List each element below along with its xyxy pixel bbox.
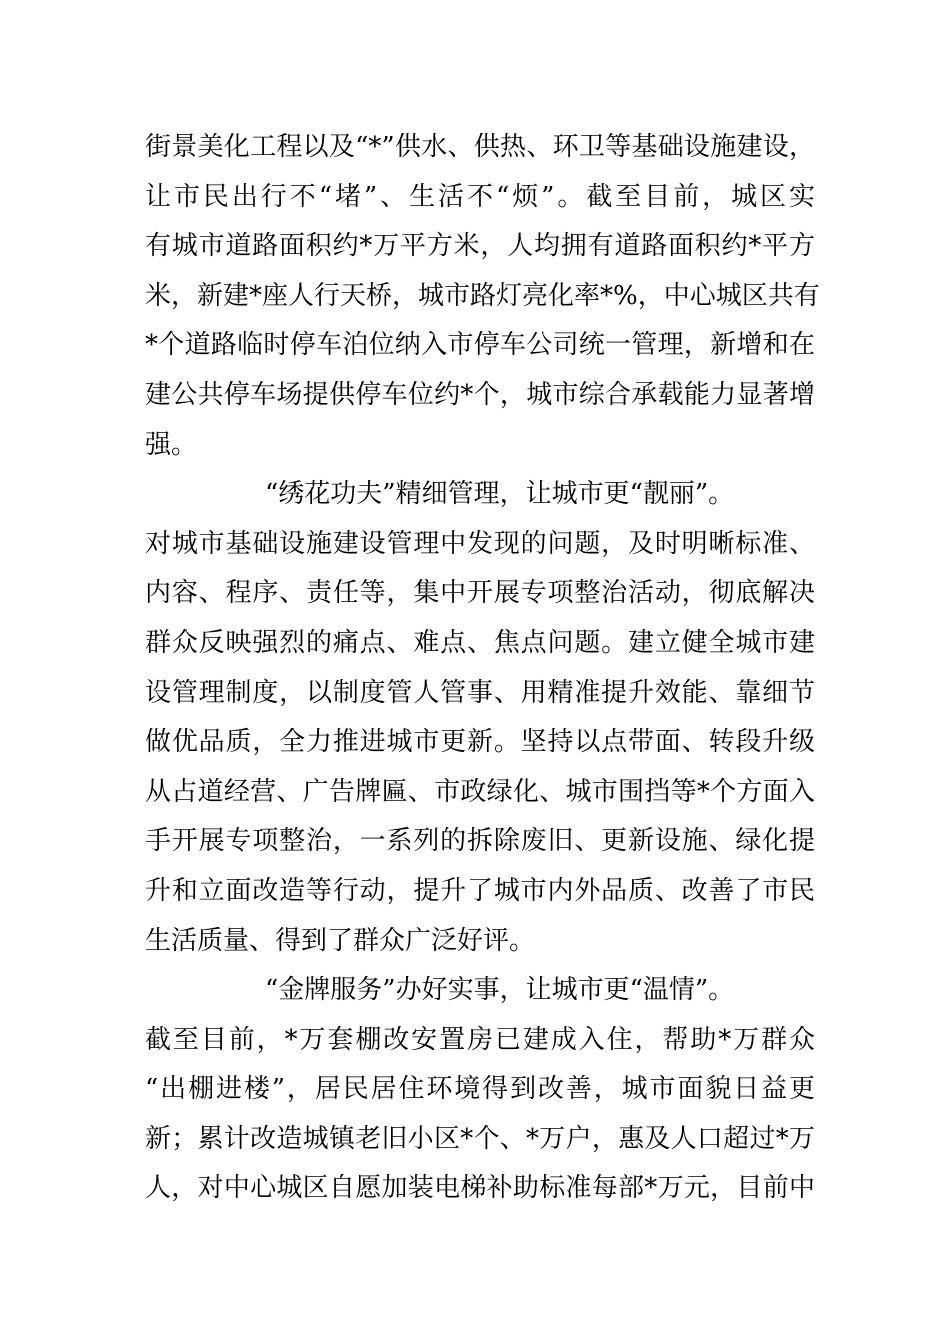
paragraph-line: 街景美化工程以及“*”供水、供热、环卫等基础设施建设， <box>145 132 815 162</box>
section-heading: “金牌服务”办好实事，让城市更“温情”。 <box>265 975 735 1006</box>
document-body <box>145 123 820 1214</box>
paragraph-line: 强。 <box>145 429 198 460</box>
paragraph-line: 生活质量、得到了群众广泛好评。 <box>145 925 536 956</box>
paragraph-line: 群众反映强烈的痛点、难点、焦点问题。建立健全城市建 <box>145 627 815 658</box>
paragraph-line: *个道路临时停车泊位纳入市停车公司统一管理，新增和在 <box>145 330 815 361</box>
paragraph-line: 截至目前，*万套棚改安置房已建成入住，帮助*万群众 <box>145 1024 815 1055</box>
paragraph-line: 米，新建*座人行天桥，城市路灯亮化率*%，中心城区共有 <box>145 280 820 311</box>
paragraph-line: 新；累计改造城镇老旧小区*个、*万户，惠及人口超过*万 <box>145 1123 815 1154</box>
paragraph-line: 有城市道路面积约*万平方米，人均拥有道路面积约*平方 <box>145 231 815 262</box>
section-heading: “绣花功夫”精细管理，让城市更“靓丽”。 <box>265 479 735 510</box>
paragraph-line: 让市民出行不“堵”、生活不“烦”。截至目前，城区实 <box>145 181 815 212</box>
paragraph-line: 做优品质，全力推进城市更新。坚持以点带面、转段升级 <box>145 727 815 758</box>
paragraph-line: 从占道经营、广告牌匾、市政绿化、城市围挡等*个方面入 <box>145 776 815 807</box>
paragraph-line: “出棚进楼”，居民居住环境得到改善，城市面貌日益更 <box>145 1074 815 1105</box>
paragraph-line: 升和立面改造等行动，提升了城市内外品质、改善了市民 <box>145 875 815 906</box>
paragraph-line: 内容、程序、责任等，集中开展专项整治活动，彻底解决 <box>145 578 815 609</box>
paragraph-line: 人，对中心城区自愿加装电梯补助标准每部*万元，目前中 <box>145 1173 815 1204</box>
paragraph-line: 对城市基础设施建设管理中发现的问题，及时明晰标准、 <box>145 528 815 559</box>
paragraph-line: 设管理制度，以制度管人管事、用精准提升效能、靠细节 <box>145 677 815 708</box>
paragraph-line: 手开展专项整治，一系列的拆除废旧、更新设施、绿化提 <box>145 826 815 857</box>
paragraph-line: 建公共停车场提供停车位约*个，城市综合承载能力显著增 <box>145 379 815 410</box>
